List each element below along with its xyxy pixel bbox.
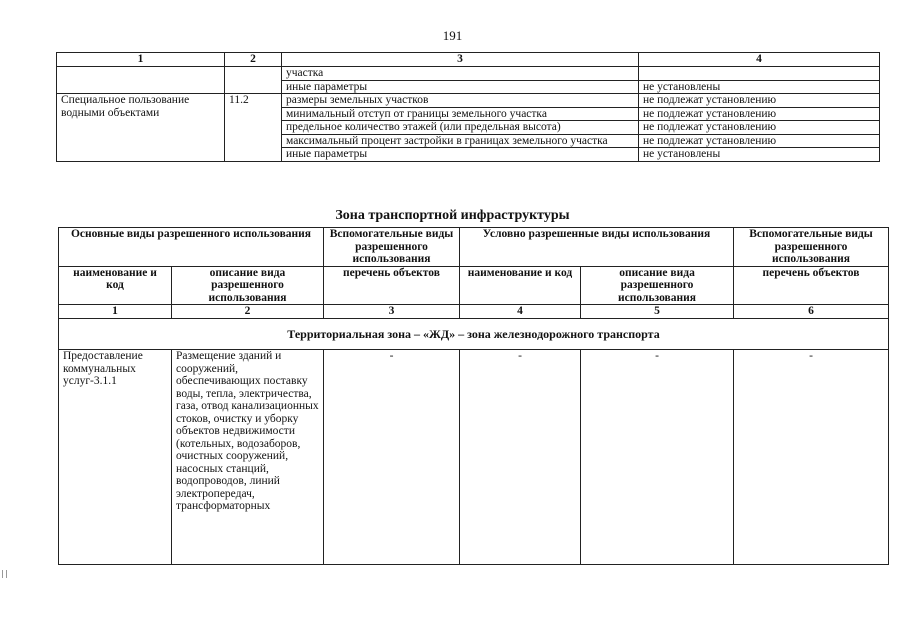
- territorial-zone-row: [59, 319, 889, 350]
- name-code-subheader-2: наименование и код: [460, 266, 581, 305]
- blank-name-cell: [57, 67, 225, 94]
- conditional-description-cell: -: [581, 350, 734, 565]
- main-header-row: [59, 228, 889, 267]
- use-name-cell: Предоставление коммунальных услуг-3.1.1: [59, 350, 172, 565]
- description-subheader-2: описание вида разрешенного использования: [581, 266, 734, 305]
- upper-header-col-2: 2: [225, 53, 282, 67]
- param-cell: предельное количество этажей (или предельная высота): [282, 121, 639, 135]
- upper-parameters-table: [56, 52, 880, 162]
- column-number: 1: [59, 305, 172, 319]
- conditional-name-cell: -: [460, 350, 581, 565]
- page-number: 191: [442, 28, 463, 43]
- use-description-cell: Размещение зданий и сооружений, обеспечивающих поставку воды, тепла, электричества, газа, отвод канализационных стоков, очистку и уборку объектов недвижимости (котельных, водозаборов, очистных сооружений, насосных станций, водопроводов, линий электропередач, трансформаторных: [172, 350, 324, 565]
- zone-title: Зона транспортной инфраструктуры: [335, 208, 570, 223]
- main-uses-header: Основные виды разрешенного использования: [59, 228, 324, 267]
- column-number: 2: [172, 305, 324, 319]
- sub-header-row: [59, 266, 889, 305]
- value-cell: не установлены: [639, 148, 880, 162]
- value-cell: не подлежат установлению: [639, 94, 880, 108]
- table-row: [57, 94, 880, 108]
- column-number: 5: [581, 305, 734, 319]
- value-cell: не подлежат установлению: [639, 121, 880, 135]
- conditional-uses-header: Условно разрешенные виды использования: [460, 228, 734, 267]
- param-cell: размеры земельных участков: [282, 94, 639, 108]
- value-cell: не подлежат установлению: [639, 107, 880, 121]
- aux-objects-cell: -: [324, 350, 460, 565]
- param-cell: минимальный отступ от границы земельного участка: [282, 107, 639, 121]
- value-cell: не подлежат установлению: [639, 134, 880, 148]
- aux-uses-header-2: Вспомогательные виды разрешенного использования: [734, 228, 889, 267]
- objects-subheader-2: перечень объектов: [734, 266, 889, 305]
- use-code-cell: 11.2: [225, 94, 282, 162]
- aux-objects-cell-2: -: [734, 350, 889, 565]
- upper-header-col-3: 3: [282, 53, 639, 67]
- column-number: 6: [734, 305, 889, 319]
- column-numbers-row: [59, 305, 889, 319]
- upper-header-col-4: 4: [639, 53, 880, 67]
- param-cell: иные параметры: [282, 148, 639, 162]
- value-cell: не установлены: [639, 80, 880, 94]
- territorial-zone-title: Территориальная зона – «ЖД» – зона железнодорожного транспорта: [59, 319, 889, 350]
- upper-header-col-1: 1: [57, 53, 225, 67]
- param-cell: участка: [282, 67, 639, 81]
- param-cell: максимальный процент застройки в границах земельного участка: [282, 134, 639, 148]
- value-cell: [639, 67, 880, 81]
- table-row: [59, 350, 889, 565]
- description-subheader: описание вида разрешенного использования: [172, 266, 324, 305]
- blank-code-cell: [225, 67, 282, 94]
- use-name-cell: Специальное пользование водными объектами: [57, 94, 225, 162]
- scan-edge-mark: [2, 570, 7, 578]
- aux-uses-header: Вспомогательные виды разрешенного использования: [324, 228, 460, 267]
- column-number: 3: [324, 305, 460, 319]
- upper-table-header: [57, 53, 880, 67]
- name-code-subheader: наименование и код: [59, 266, 172, 305]
- zone-permitted-uses-table: [58, 227, 889, 565]
- param-cell: иные параметры: [282, 80, 639, 94]
- table-row: [57, 67, 880, 81]
- column-number: 4: [460, 305, 581, 319]
- objects-subheader: перечень объектов: [324, 266, 460, 305]
